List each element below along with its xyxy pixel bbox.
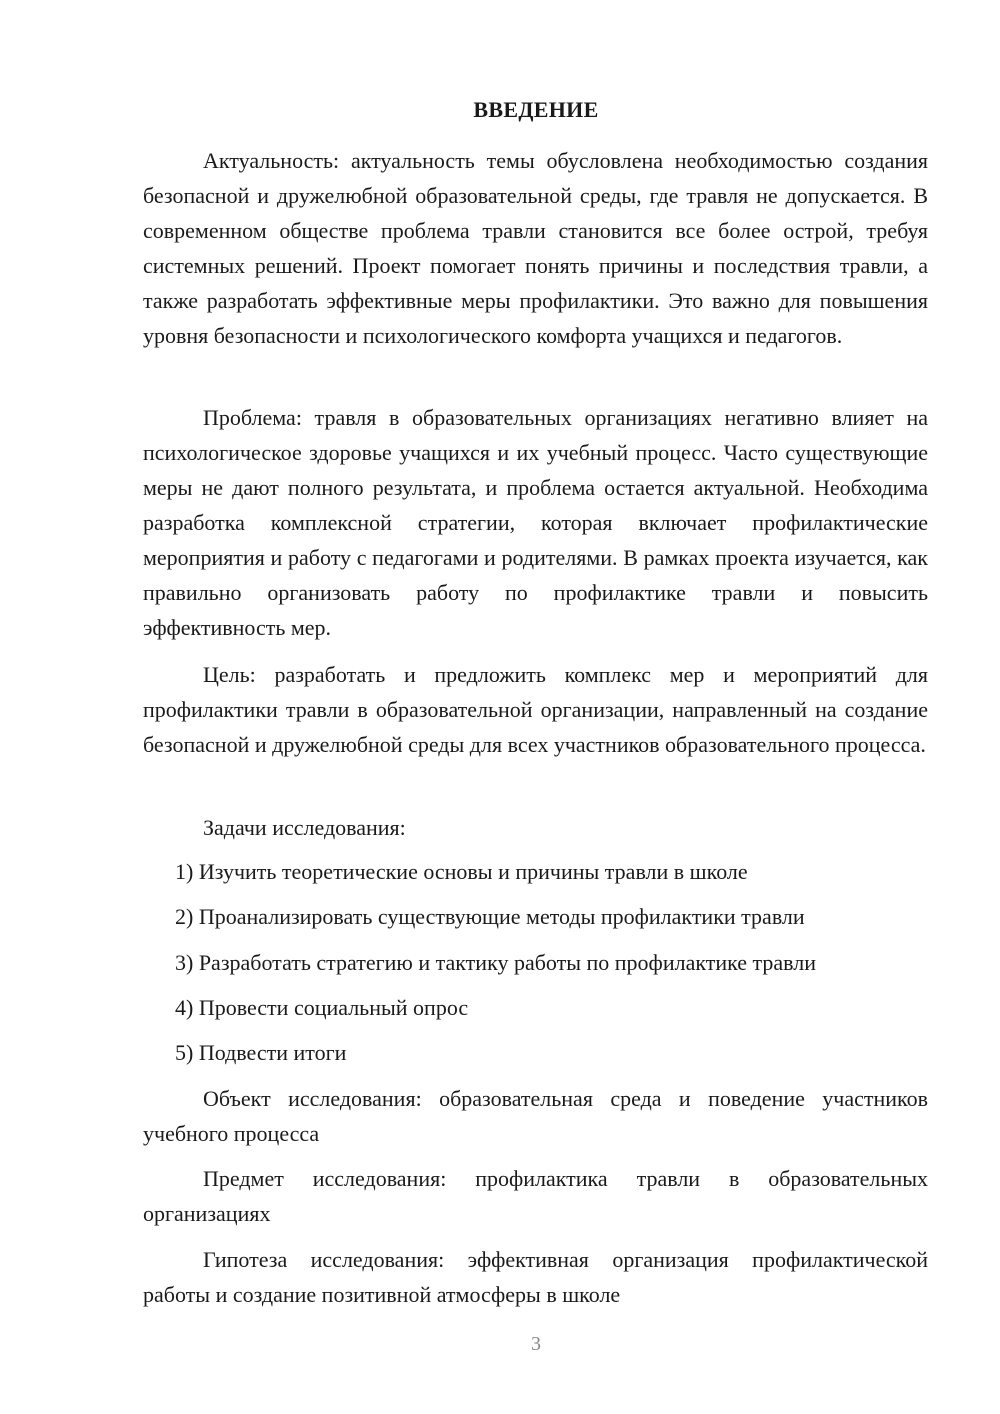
task-item-2: 2) Проанализировать существующие методы профилактики травли	[175, 904, 805, 929]
page-number: 3	[531, 1333, 541, 1355]
task-item-1: 1) Изучить теоретические основы и причины травли в школе	[175, 859, 748, 884]
hypothesis-paragraph: Гипотеза исследования: эффективная организация профилактической работы и создание позитивной атмосферы в школе	[143, 1247, 928, 1307]
task-item-3: 3) Разработать стратегию и тактику работы по профилактике травли	[175, 950, 817, 975]
object-paragraph: Объект исследования: образовательная среда и поведение участников учебного процесса	[143, 1086, 928, 1146]
relevance-paragraph: Актуальность: актуальность темы обусловлена необходимостью создания безопасной и дружелюбной образовательной среды, где травля не допускается. В современном обществе проблема травли становится все более острой, требуя системных решений. Проект помогает понять причины и последствия травли, а также разработать эффективные меры профилактики. Это важно для повышения уровня безопасности и психологического комфорта учащихся и педагогов.	[143, 148, 928, 348]
task-item-4: 4) Провести социальный опрос	[175, 995, 469, 1020]
section-title: ВВЕДЕНИЕ	[473, 97, 599, 122]
problem-paragraph: Проблема: травля в образовательных организациях негативно влияет на психологическое здоровье учащихся и их учебный процесс. Часто существующие меры не дают полного результата, и проблема остается актуальной. Необходима разработка комплексной стратегии, которая включает профилактические мероприятия и работу с педагогами и родителями. В рамках проекта изучается, как правильно организовать работу по профилактике травли и повысить эффективность мер.	[143, 405, 928, 640]
subject-paragraph: Предмет исследования: профилактика травли в образовательных организациях	[143, 1166, 928, 1226]
task-item-5: 5) Подвести итоги	[175, 1040, 347, 1065]
goal-paragraph: Цель: разработать и предложить комплекс мер и мероприятий для профилактики травли в образовательной организации, направленный на создание безопасной и дружелюбной среды для всех участников образовательного процесса.	[143, 662, 928, 757]
tasks-heading: Задачи исследования:	[203, 815, 406, 840]
